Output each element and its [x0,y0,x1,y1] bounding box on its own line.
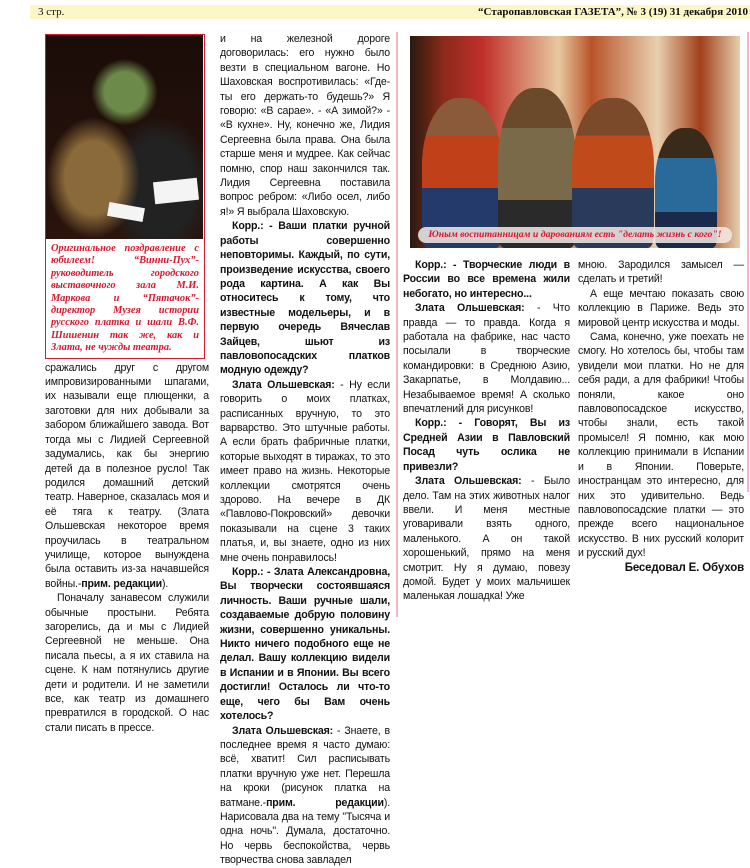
interviewer-question: Корр.: - Злата Александровна, Вы творчески состоявшаяся личность. Ваши ручные шали, создаваемые добрую половину жизни, совершенно уникальны. Никто ничего подобного еще не делал. Вашу коллекцию видели в Испании и в Японии. Вы всего достигли! Осталось ли что-то еще, чего бы Вам очень хотелось? [220,566,390,723]
photo-right [410,36,740,248]
article-column-4 [578,258,744,575]
photo-right-caption: Юным воспитанницам и дарованиям есть "делать жизнь с кого"! [418,227,732,243]
interviewer-question: Корр.: - Ваши платки ручной работы совершенно неповторимы. Каждый, по сути, произведение искусства, своего рода картина. А как Вы относитесь к тому, что известные модельеры, и в первую очередь Вячеслав Зайцев, шьют из павловопосадских платков модную одежду? [220,220,390,377]
interviewer-question: Корр.: - Творческие люди в России во все времена жили небогато, но интересно... [403,259,570,300]
answer: Злата Ольшевская: - Было дело. Там на этих животных налог ввели. И меня местные уговаривали взять одного, маленького. А он такой хорошенький, прямо на меня смотрит. Ну я думаю, повезу домой. Будет у моих мальчишек маленькая лошадка! Уже [403,475,571,603]
interviewer-question: Корр.: - Говорят, Вы из Средней Азии в Павловский Посад чуть ослика не привезли? [403,417,570,473]
column-divider [396,32,398,617]
photo-left-caption: Оригинальное поздравление с юбилеем! “Винни-Пух”-руководитель городского выставочного зала М.И. Маркова и “Пятачок”-директор Музея истории русского платка и шали В.Ф. Шишенин так же, как и Злата, не чужды театра. [51,243,199,354]
article-column-2 [220,32,390,868]
paragraph: Поначалу занавесом служили обычные простыни. Ребята загорелись, да и мы с Лидией Сергеевной не меньше. Она писала пьесы, а я их ставила на сцене. К нам потянулись другие дети и родители. И не заметили все, как театр из домашнего превратился в городской. О нас стали писать в прессе. [45,592,209,734]
page-number: 3 стр. [38,6,65,18]
article-column-1 [45,361,209,736]
paragraph: и на железной дороге договорилась: его нужно было везти в специальном вагоне. Но Шаховская воспротивилась: «Где-ты его держать-то будешь?» Я говорю: «В сарае». - «А зимой?» - «В кухне». Ну, конечно же, Лидия Сергеевна была права. Она была старше меня и мудрее. Как сейчас помню, спор наш закончился так. Лидия Сергеевна поставила вопрос ребром: «Либо осел, либо я!» Я выбрала Шаховскую. [220,33,390,218]
answer: Злата Ольшевская: - Ну если говорить о моих платках, расписанных вручную, то это варварство. Это штучные работы. А если брать фабричные платки, которые выходят в тиражах, то это имеет право на жизнь. Некоторые коллекции смотрятся очень здорово. На вечере в ДК «Павлово-Покровский» девочки показывали на сцене 3 таких платья, и, вы знаете, одно из них мне очень понравилось! [220,378,390,564]
article-column-3 [403,258,570,604]
paragraph: Сама, конечно, уже поехать не смогу. Но хотелось бы, чтобы там увидели мои платки. Но не для себя ради, а для фабрики! Чтобы поняли, какое оно павловопосадское искусство, чтобы знали, есть такой промысел! Я помню, как мою коллекцию принимали в Испании и в Японии. Поверьте, иностранцам это интересно, для них это удивительно. Ведь павловопосадские платки — это прежде всего национальное искусство. В них русский колорит и русский дух! [578,331,744,560]
newspaper-title: “Старопавловская ГАЗЕТА”, № 3 (19) 31 декабря 2010 [478,6,748,18]
page-header [30,5,750,19]
column-divider [747,32,749,492]
photo-left [45,34,205,359]
photo-left-image [46,35,203,239]
paragraph: сражались друг с другом импровизированными шпагами, их называли еще плющенки, а заготовки для них добывали за забором ближайшего завода. Вот тогда мы с Лидией Сергеевной задумались, как бы энергию детей да в полезное русло! Так родился домашний детский театр. Наверное, сказалась моя и её тяга к театру. (Злата Ольшевская некоторое время проучилась в театральном училище, которое вынуждена была оставить из-за начавшейся войны.-прим. редакции). [45,361,209,590]
paragraph: А еще мечтаю показать свою коллекцию в Париже. Ведь это мировой центр искусства и моды. [578,287,744,329]
author-signature: Беседовал Е. Обухов [624,561,744,574]
answer: Злата Ольшевская: - Что правда — то правда. Когда я работала на фабрике, нас часто посылали в творческие командировки: в Среднюю Азию, Закарпатье, в Молдавию... Незабываемое время! А сколько впечатлений для рисунков! [403,302,571,416]
paragraph: мною. Зародился замысел — сделать и третий! [578,259,744,286]
left-column [45,34,209,735]
answer: Злата Ольшевская: - Знаете, в последнее время я часто думаю: всё, хватит! Сил расписывать платки вручную уже нет. Перешла на кроки (рисунок платка на ватмане.-прим. редакции). Нарисовала два на тему "Тысяча и одна ночь". Думала, достаточно. Но червь беспокойства, червь творчества снова завладел [220,724,391,867]
